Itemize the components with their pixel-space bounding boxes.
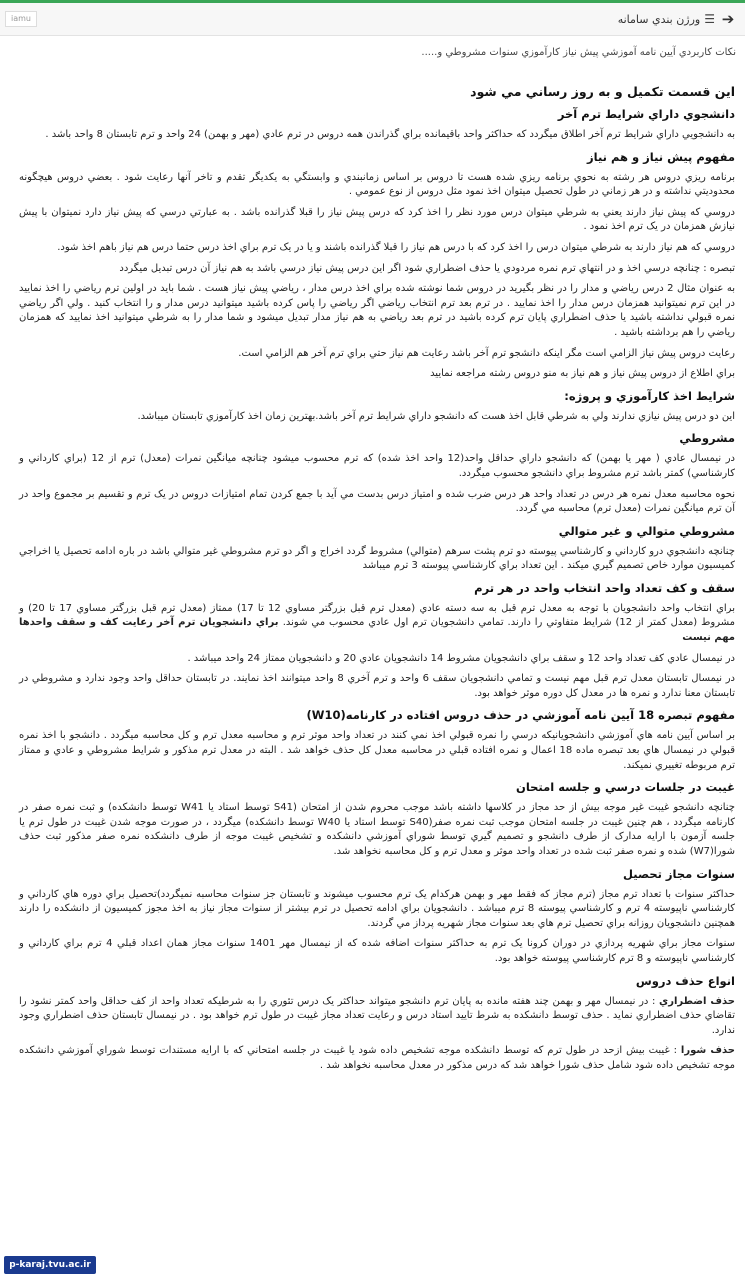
site-watermark: p-karaj.tvu.ac.ir bbox=[4, 1256, 96, 1274]
paragraph: به عنوان مثال 2 درس رياضي و مدار را در نظر بگيريد در دروس شما نوشته شده براي اخذ درس مدار ، رياضي پيش نياز هست . شما بايد در اولين ترم رياضي را اخذ نماييد در اين ترم نميتوانيد همزمان درس مدار را اخذ نماييد . در ترم بعد ترم انتخاب رياضي اگر رياضي را پاس کرده باشيد ميتوانيد درس مدار و را انتخاب کنيد . ولي اگر رياضي نمره قبولي نداشته باشيد يا حذف اضطراري پايان ترم کرده باشيد در ترم بعد رياضي به هم نياز مدار تبديل ميشود و شما مدار را به شرطي ميتوانيد اخذ نماييد که همزمان رياضي را هم برداشته باشيد . bbox=[19, 283, 735, 338]
section-heading: مفهوم پيش نياز و هم نياز bbox=[587, 149, 735, 164]
arrow-icon[interactable]: ➔ bbox=[721, 10, 735, 28]
paragraph: براي اطلاع از دروس پيش نياز و هم نياز به منو دروس رشته مراجعه نماييد bbox=[430, 368, 735, 380]
paragraph: دروسي که هم نياز دارند به شرطي ميتوان درس را اخذ کرد که با درس هم نياز را قبلا گذرانده باشند و يا در يک ترم براي اخذ درس حتما درس هم نياز باهم اخذ شود. bbox=[57, 241, 735, 253]
paragraph: تبصره : چنانچه درسي اخذ و در انتهاي ترم نمره مردودي يا حذف اضطراري شود اگر اين درس پيش نياز درسي باشد به هم نياز آن درس تبديل ميگردد bbox=[119, 262, 735, 274]
paragraph: دروسي که پيش نياز دارند يعني به شرطي ميتوان درس مورد نظر را اخذ کرد که درس پيش نياز را قبلا گذرانده باشد . به عبارتي درسي که پيش نياز دارد نميتوان با پيش نيازش همزمان در يک ترم اخذ نمود . bbox=[19, 206, 735, 233]
paragraph: بر اساس آيين نامه هاي آموزشي دانشجويانيکه درسي را نمره قبولي اخذ نمي کنند در تعداد واحد موثر ترم و محاسبه معدل ترم و کل محاسبه ميگردد . دانشجو با اخذ نمره قبولي در نيمسال هاي بعد تبصره ماده 18 اعمال و نمره افتاده قبلي در محاسبه معدل کل حذف خواهد شد . البته در معدل ترم مذکور و شرايط مشروطي و عادي و ممتاز ترم مربوطه تغييري نميکند. bbox=[19, 730, 735, 771]
section-heading: دانشجوي داراي شرايط ترم آخر bbox=[557, 107, 735, 121]
paragraph bbox=[19, 602, 735, 646]
sliders-icon[interactable]: ☰ bbox=[704, 12, 715, 26]
paragraph: رعايت دروس پيش نياز الزامي است مگر اينکه دانشجو ترم آخر باشد رعايت هم نياز حتي براي ترم آخر هم الزامي است. bbox=[238, 347, 735, 359]
section-heading: غيبت در جلسات درسي و جلسه امتحان bbox=[516, 780, 735, 795]
paragraph: در نيمسال عادي کف تعداد واحد 12 و سقف براي دانشجويان مشروط 14 دانشجويان عادي 20 و دانشجويان ممتاز 24 واحد ميباشد . bbox=[187, 652, 735, 664]
section-heading: سنوات مجاز تحصيل bbox=[623, 866, 735, 881]
section-heading: سقف و کف تعداد واحد انتخاب واحد در هر ترم bbox=[474, 580, 735, 595]
logo: iamu bbox=[5, 11, 37, 27]
paragraph-text: : غيبت بيش ازحد در طول ترم که توسط دانشکده موجه تشخيص داده شود يا غيبت در جلسه امتحاني که با ارايه مستندات توسط شوراي آموزشي دانشکده موجه تشخيص داده شود شامل حذف شورا خواهد شد که درس مذکور در معدل محاسبه نخواهد شد . bbox=[19, 1045, 735, 1071]
section-heading: مفهوم تبصره 18 آيين نامه آموزشي در حذف دروس افتاده در کارنامه(W10) bbox=[306, 708, 735, 723]
paragraph: برنامه ريزي دروس هر رشته به نحوي برنامه ريزي شده هست تا دروس بر اساس زمانبندي و وابستگي به يکديگر تقدم و تاخر آنها رعايت شود . بعضي دروس هيچگونه محدوديتي نداشته و در هر زماني در طول تحصيل ميتوان اخذ نمود مثل دروس از نوع عمومي . bbox=[19, 171, 735, 198]
paragraph bbox=[19, 1044, 735, 1073]
breadcrumb: نکات کاربردي آيين نامه آموزشي پيش نياز کارآموزي سنوات مشروطي و..... bbox=[421, 47, 736, 58]
paragraph bbox=[19, 995, 735, 1039]
article-content bbox=[19, 84, 735, 1080]
paragraph: به دانشجويي داراي شرايط ترم آخر اطلاق ميگردد که حداکثر واحد باقيمانده براي گذراندن همه دروس در ترم عادي (مهر و بهمن) 24 واحد و ترم تابستان 8 واحد باشد . bbox=[45, 129, 735, 140]
paragraph-label: حذف شورا bbox=[680, 1045, 735, 1057]
paragraph-text: براي انتخاب واحد دانشجويان با توجه به معدل ترم قبل به سه دسته عادي (معدل ترم قبل بزرگتر مساوي 12 تا 17) ممتاز (معدل ترم قبل بزرگتر مساوي 17 تا 20) و مشروط (معدل کمتر از 12) شرايط متفاوتي را دارند. تمامي دانشجويان ترم اول عادي محسوب مي شوند. bbox=[19, 602, 735, 629]
paragraph: سنوات مجاز براي شهريه پردازي در دوران کرونا يک ترم به حداکثر سنوات اضافه شده که از نيمسال مهر 1401 سنوات مجاز همان اعداد قبلي 4 ترم براي کارداني و کارشناسي ناپيوسته و 8 ترم کارشناسي پيوسته خواهد بود. bbox=[19, 938, 735, 964]
paragraph-text: : در نيمسال مهر و بهمن چند هفته مانده به پايان ترم دانشجو ميتواند حداکثر يک درس تئوري را به شرطيکه تعداد واحد از کف حداقل واحد کمتر نشود را تقاضاي حذف اضطراري نمايد . حذف توسط دانشکده به شرط تاييد استاد درس و رعايت تعداد مجاز غيبت در طول ترم خواهد بود . در نيمسال تابستان حذف اضطراري وجود ندارد. bbox=[19, 995, 735, 1036]
top-bar bbox=[0, 0, 745, 36]
section-heading: انواع حذف دروس bbox=[635, 973, 735, 988]
paragraph: اين دو درس پيش نيازي ندارند ولي به شرطي قابل اخذ هست که دانشجو داراي شرايط ترم آخر باشد.بهترين زمان اخذ کارآموزي تابستان ميباشد. bbox=[137, 410, 735, 422]
paragraph-emphasis: براي دانشجويان ترم آخر رعايت کف و سقف واحدها مهم نيست bbox=[19, 617, 735, 644]
section-heading: اين قسمت تکميل و به روز رساني مي شود bbox=[470, 84, 735, 99]
paragraph: نحوه محاسبه معدل نمره هر درس در تعداد واحد هر درس ضرب شده و امتياز درس بدست مي آيد با جمع کردن تمام امتيازات دروس در يک ترم و تقسيم بر مجموع واحد در آن ترم ميانگين نمرات (معدل ترم) محاسبه مي گردد. bbox=[19, 488, 735, 515]
section-heading: شرايط اخذ کارآموزي و پروژه: bbox=[564, 388, 735, 403]
section-heading: مشروطي bbox=[679, 431, 735, 446]
paragraph: در نيمسال عادي ( مهر يا بهمن) که دانشجو داراي حداقل واحد(12 واحد اخذ شده) که ترم محسوب ميشود چنانچه ميانگين نمرات (معدل) ترم از 12 (براي کارداني و کارشناسي) کمتر باشد ترم مشروط براي دانشجو محسوب ميگردد. bbox=[19, 453, 735, 479]
app-title[interactable]: ورژن بندي سامانه bbox=[617, 12, 701, 26]
paragraph: حداکثر سنوات با تعداد ترم مجاز (ترم مجاز که فقط مهر و بهمن هرکدام يک ترم محسوب ميشوند و تابستان جز سنوات محاسبه نميگردد)تحصيل براي دوره هاي کارداني و کارشناسي ناپيوسته 4 ترم و کارشناسي پيوسته 8 ترم ميباشد . دانشجويان براي ادامه تحصيل در ترم بيشتر از سنوات مجاز نياز به اخذ مجوز کميسيون از دانشکده را دارند همچنين دانشجويان روزانه براي تحصيل ترم هاي بعد سنوات مجاز شهريه پرداز مي گردند. bbox=[19, 888, 736, 929]
paragraph: در نيمسال تابستان معدل ترم قبل مهم نيست و تمامي دانشجويان سقف 6 واحد و ترم آخري 8 واحد ميتوانند اخذ نمايند. در تابستان حداقل واحد وجود ندارد و مشروطي در تابستان معنا ندارد و نمره ها در معدل کل دوره موثر خواهد بود. bbox=[19, 673, 736, 699]
paragraph: چنانچه دانشجوي درو کارداني و کارشناسي پيوسته دو ترم پشت سرهم (متوالي) مشروط گردد اخراج و اگر دو ترم مشروطي غير متوالي باشد در باره ادامه تحصيل يا اخراجي کميسيون موارد خاص تصميم گيري ميکند . اين تعداد براي کارشناسي پيوسته 3 ترم ميباشد bbox=[19, 545, 735, 572]
section-heading: مشروطي متوالي و غير متوالي bbox=[558, 523, 735, 538]
paragraph: چنانچه دانشجو غيبت غير موجه بيش از حد مجاز در کلاسها داشته باشد موجب محروم شدن از امتحان (S41 توسط استاد يا W41 توسط دانشکده) و ثبت نمره صفر در کارنامه ميگردد ، هم چنين غيبت در جلسه امتحان موجب ثبت نمره صفر(S40 توسط استاد يا W40 توسط دانشکده) ميگردد ، در صورت موجه شدن غيبت در طول ترم يا جلسه آزمون با ارايه مدارک از طرف دانشجو و تصميم گيري توسط شوراي آموزشي دانشکده و تشخيص غيبت موجه از طرف دانشکده نمره صفر مذکور ثبت حذف شورا(W7) شده و نمره صفر ثبت شده در تعداد واحد موثر و معدل ترم و کل محاسبه نخواهد شد. bbox=[19, 802, 735, 857]
paragraph-label: حذف اضطراري bbox=[659, 995, 736, 1007]
